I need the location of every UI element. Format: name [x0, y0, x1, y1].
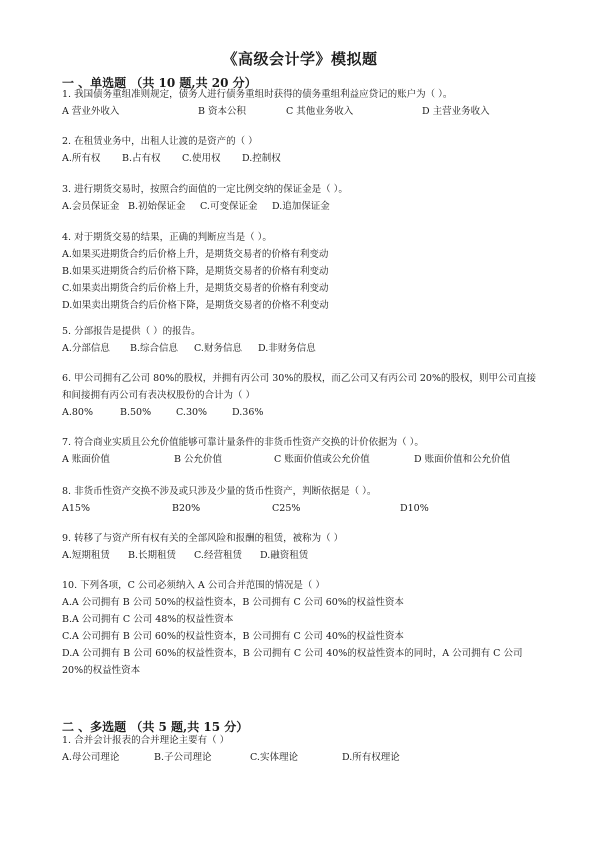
- option-d: D.追加保证金: [272, 201, 330, 212]
- option-row: [62, 749, 542, 766]
- option-b: B.A 公司拥有 C 公司 48%的权益性资本: [62, 614, 234, 625]
- option-b: B.如果买进期货合约后价格下降，是期货交易者的价格有利变动: [62, 266, 329, 277]
- question-text: 1. 我国债务重组准则规定，债务人进行债务重组时获得的债务重组利益应贷记的账户为（ ）。: [62, 89, 453, 100]
- option-d: D.如果卖出期货合约后价格下降，是期货交易者的价格不利变动: [62, 300, 329, 311]
- option-b: B.初始保证金: [128, 201, 186, 212]
- option-d: D.A 公司拥有 B 公司 60%的权益性资本，B 公司拥有 C 公司 40%的权益性资本的同时，A 公司拥有 C 公司 20%的权益性资本: [62, 648, 523, 676]
- question-text: 9. 转移了与资产所有权有关的全部风险和报酬的租赁，被称为（ ）: [62, 533, 344, 544]
- option-b: B.子公司理论: [154, 752, 212, 763]
- option-d: D.控制权: [242, 153, 281, 164]
- option-d: D.所有权理论: [342, 752, 400, 763]
- option-a: A.如果买进期货合约后价格上升，是期货交易者的价格有利变动: [62, 249, 329, 260]
- option-row: [62, 150, 542, 167]
- option-row: [62, 103, 542, 120]
- option-c: C.使用权: [182, 153, 221, 164]
- question-2: [62, 133, 542, 167]
- option-c: C.30%: [176, 407, 208, 418]
- option-a: A15%: [62, 503, 90, 514]
- option-a: A 账面价值: [62, 454, 110, 465]
- option-a: A 营业外收入: [62, 106, 120, 117]
- option-a: A.母公司理论: [62, 752, 120, 763]
- section-single-choice-heading: 一 、单选题 （共 10 题,共 20 分）: [62, 76, 257, 90]
- question-10: [62, 577, 542, 679]
- option-d: D 账面价值和公允价值: [414, 454, 511, 465]
- option-a: A.分部信息: [62, 343, 110, 354]
- question-7: [62, 434, 542, 468]
- question-text: 6. 甲公司拥有乙公司 80%的股权，并拥有丙公司 30%的股权，而乙公司又有丙公司 20%的股权，则甲公司直接和间接拥有丙公司有表决权股份的合计为（ ）: [62, 373, 536, 401]
- option-c: C.A 公司拥有 B 公司 60%的权益性资本，B 公司拥有 C 公司 40%的权益性资本: [62, 631, 404, 642]
- question-text: 2. 在租赁业务中，出租人让渡的是资产的（ ）: [62, 136, 258, 147]
- option-row: [62, 340, 542, 357]
- question-5: [62, 323, 542, 357]
- question-text: 8. 非货币性资产交换不涉及或只涉及少量的货币性资产，判断依据是（ ）。: [62, 486, 377, 497]
- option-c: C.财务信息: [194, 343, 242, 354]
- option-b: B.50%: [120, 407, 152, 418]
- question-text: 7. 符合商业实质且公允价值能够可靠计量条件的非货币性资产交换的计价依据为（ ）。: [62, 437, 424, 448]
- question-8: [62, 483, 542, 517]
- option-c: C 账面价值或公允价值: [274, 454, 370, 465]
- option-row: [62, 404, 542, 421]
- option-c: C.如果卖出期货合约后价格上升，是期货交易者的价格有利变动: [62, 283, 329, 294]
- question-3: [62, 181, 542, 215]
- option-b: B 公允价值: [174, 454, 223, 465]
- option-c: C.可变保证金: [200, 201, 258, 212]
- option-d: D.36%: [232, 407, 264, 418]
- option-a: A.A 公司拥有 B 公司 50%的权益性资本，B 公司拥有 C 公司 60%的权益性资本: [62, 597, 404, 608]
- option-d: D.融资租赁: [260, 550, 309, 561]
- question-text: 1. 合并会计报表的合并理论主要有（ ）: [62, 735, 230, 746]
- option-a: A.短期租赁: [62, 550, 110, 561]
- question-text: 10. 下列各项，C 公司必须纳入 A 公司合并范围的情况是（ ）: [62, 580, 325, 591]
- option-a: A.80%: [62, 407, 93, 418]
- option-c: C25%: [272, 503, 301, 514]
- option-b: B.占有权: [122, 153, 161, 164]
- option-c: C 其他业务收入: [286, 106, 354, 117]
- option-row: [62, 547, 542, 564]
- option-c: C.经营租赁: [194, 550, 242, 561]
- option-b: B.长期租赁: [128, 550, 177, 561]
- option-c: C.实体理论: [250, 752, 298, 763]
- question-1: [62, 86, 542, 120]
- question-text: 4. 对于期货交易的结果，正确的判断应当是（ ）。: [62, 232, 272, 243]
- option-b: B 资本公积: [198, 106, 247, 117]
- question-text: 5. 分部报告是提供（ ）的报告。: [62, 326, 201, 337]
- option-a: A.会员保证金: [62, 201, 120, 212]
- question-6: [62, 370, 542, 421]
- option-b: B20%: [172, 503, 201, 514]
- multi-question-1: [62, 732, 542, 766]
- question-4: [62, 229, 542, 314]
- question-9: [62, 530, 542, 564]
- option-a: A.所有权: [62, 153, 101, 164]
- option-b: B.综合信息: [130, 343, 179, 354]
- option-d: D.非财务信息: [258, 343, 316, 354]
- option-row: [62, 500, 542, 517]
- page-title: 《高级会计学》模拟题: [222, 50, 378, 68]
- section-multi-choice-heading: 二 、多选题 （共 5 题,共 15 分）: [62, 720, 249, 734]
- option-d: D 主营业务收入: [422, 106, 490, 117]
- option-row: [62, 451, 542, 468]
- question-text: 3. 进行期货交易时，按照合约面值的一定比例交纳的保证金是（ ）。: [62, 184, 348, 195]
- option-row: [62, 198, 542, 215]
- option-d: D10%: [400, 503, 429, 514]
